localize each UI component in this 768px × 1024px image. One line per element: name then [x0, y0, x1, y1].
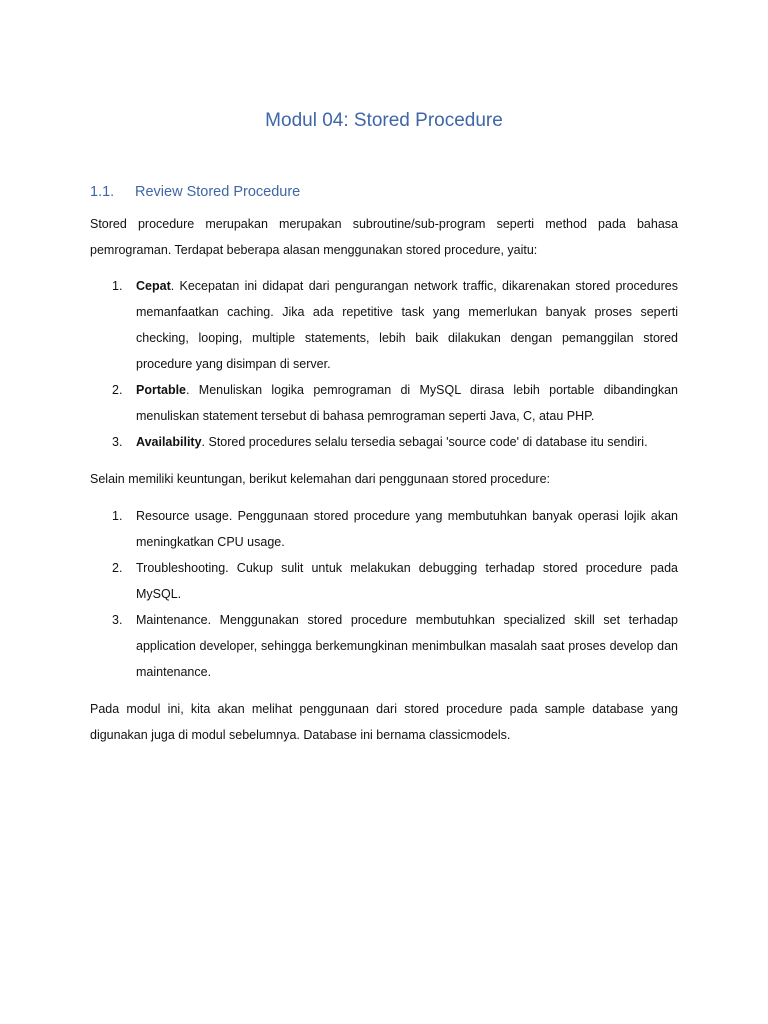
benefit-term: Portable	[136, 383, 187, 397]
list-item	[90, 377, 678, 429]
list-marker: 2.	[112, 561, 123, 575]
benefit-term: Availability	[136, 435, 202, 449]
list-marker: 1.	[112, 279, 123, 293]
list-marker: 3.	[112, 613, 123, 627]
section-heading	[90, 184, 300, 200]
weakness-text: Troubleshooting. Cukup sulit untuk melakukan debugging terhadap stored procedure pada MySQL.	[136, 561, 678, 601]
intro-paragraph: Stored procedure merupakan merupakan subroutine/sub-program seperti method pada bahasa pemrograman. Terdapat beberapa alasan menggunakan stored procedure, yaitu:	[90, 217, 678, 257]
list-item	[90, 607, 678, 685]
list-item	[90, 555, 678, 607]
page-title: Modul 04: Stored Procedure	[265, 110, 503, 131]
benefit-term: Cepat	[136, 279, 171, 293]
benefits-list-block	[90, 273, 678, 455]
closing-paragraph: Pada modul ini, kita akan melihat penggunaan dari stored procedure pada sample database yang digunakan juga di modul sebelumnya. Database ini bernama classicmodels.	[90, 702, 678, 742]
section-heading-text: Review Stored Procedure	[135, 184, 301, 200]
weakness-text: Resource usage. Penggunaan stored procedure yang membutuhkan banyak operasi lojik akan meningkatkan CPU usage.	[136, 509, 678, 549]
list-item	[90, 429, 678, 455]
list-item	[90, 273, 678, 377]
section-number: 1.1.	[90, 184, 115, 200]
list-item	[90, 503, 678, 555]
benefit-text: . Stored procedures selalu tersedia sebagai 'source code' di database itu sendiri.	[201, 435, 648, 449]
closing-paragraph-block	[90, 696, 678, 748]
weakness-text: Maintenance. Menggunakan stored procedure membutuhkan specialized skill set terhadap application developer, sehingga berkemungkinan menimbulkan masalah saat proses develop dan maintenance.	[136, 613, 678, 679]
weaknesses-list-block	[90, 503, 678, 685]
list-marker: 2.	[112, 383, 123, 397]
intro-paragraph-block	[90, 211, 678, 263]
list-marker: 3.	[112, 435, 123, 449]
transition-paragraph: Selain memiliki keuntungan, berikut kelemahan dari penggunaan stored procedure:	[90, 472, 551, 486]
list-marker: 1.	[112, 509, 123, 523]
weaknesses-list	[90, 503, 678, 685]
benefits-list	[90, 273, 678, 455]
benefit-text: . Kecepatan ini didapat dari pengurangan network traffic, dikarenakan stored procedures memanfaatkan caching. Jika ada repetitive task yang memerlukan banyak proses seperti checking, looping, multiple statements, lebih baik dilakukan dengan pemanggilan stored procedure yang disimpan di server.	[136, 279, 678, 371]
transition-paragraph-block	[90, 466, 678, 492]
benefit-text: . Menuliskan logika pemrograman di MySQL dirasa lebih portable dibandingkan menuliskan statement tersebut di bahasa pemrograman seperti Java, C, atau PHP.	[136, 383, 678, 423]
